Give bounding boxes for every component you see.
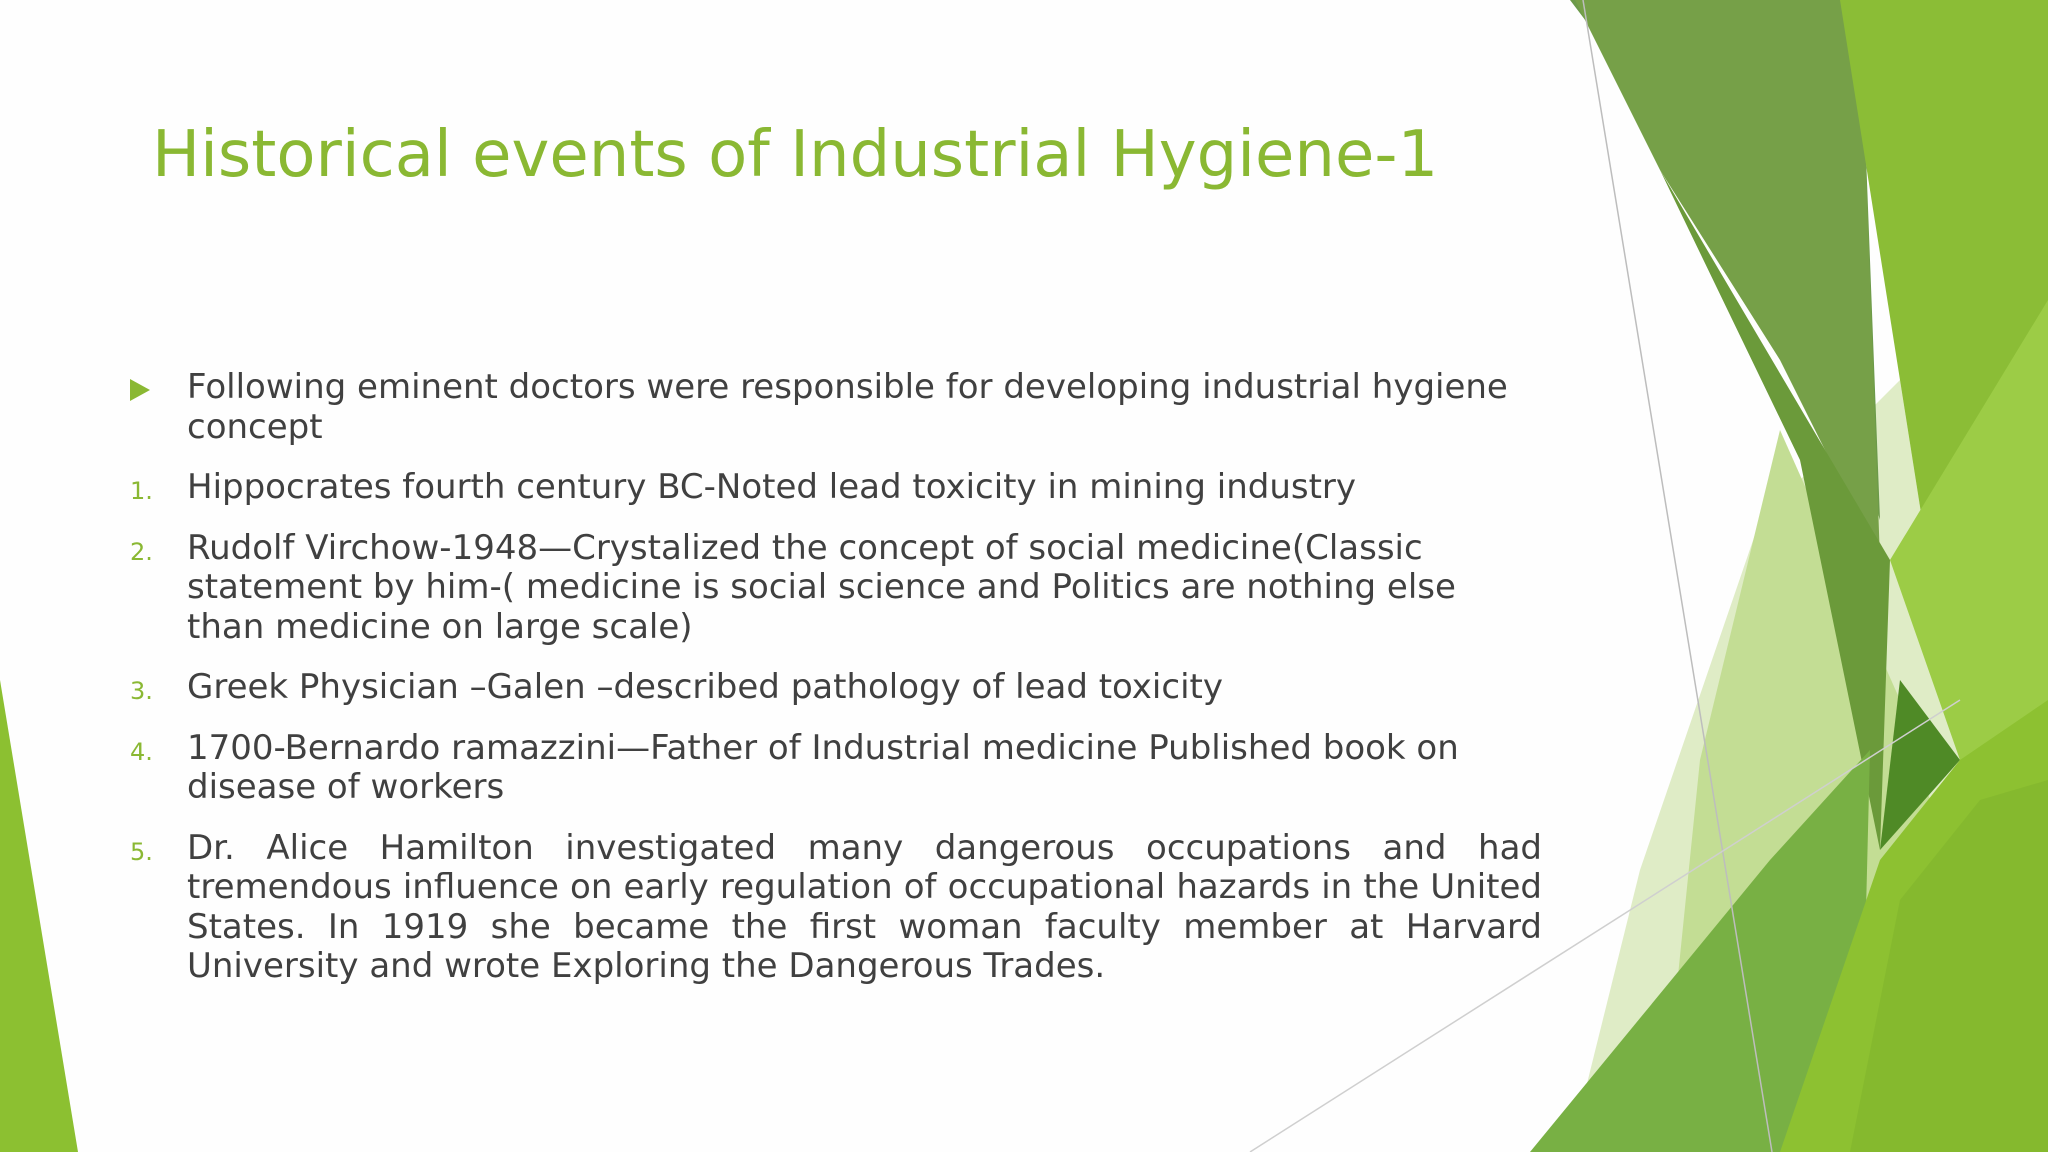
list-item [130, 829, 1542, 987]
list-number: 5. [130, 837, 153, 866]
list-item [130, 468, 1542, 508]
list-item [130, 529, 1542, 648]
left-edge-facet [0, 680, 78, 1152]
list-item-text: 1700-Bernardo ramazzini—Father of Industrial medicine Published book on disease of workers [187, 727, 1459, 807]
list-item-text: Dr. Alice Hamilton investigated many dangerous occupations and had tremendous influence on early regulation of occupational hazards in the United States. In 1919 she became the first woman faculty member at Harvard University and wrote Exploring the Dangerous Trades. [187, 827, 1542, 986]
list-number: 4. [130, 737, 153, 766]
list-item-text: Rudolf Virchow-1948—Crystalized the concept of social medicine(Classic statement by him-( medicine is social science and Politics are nothing else than medicine on large scale) [187, 527, 1456, 647]
list-item-text: Greek Physician –Galen –described pathology of lead toxicity [187, 667, 1223, 707]
list-item [130, 729, 1542, 808]
slide-title: Historical events of Industrial Hygiene-1 [152, 118, 1439, 192]
slide-content [130, 368, 1542, 1008]
list-item-text: Hippocrates fourth century BC-Noted lead toxicity in mining industry [187, 467, 1357, 507]
list-number: 2. [130, 537, 153, 566]
triangle-right-icon [130, 379, 150, 401]
list-number: 1. [130, 477, 153, 505]
list-number: 3. [130, 677, 153, 705]
intro-text: Following eminent doctors were responsible for developing industrial hygiene concept [187, 367, 1508, 447]
list-item [130, 668, 1542, 708]
intro-bullet-item [130, 368, 1542, 447]
